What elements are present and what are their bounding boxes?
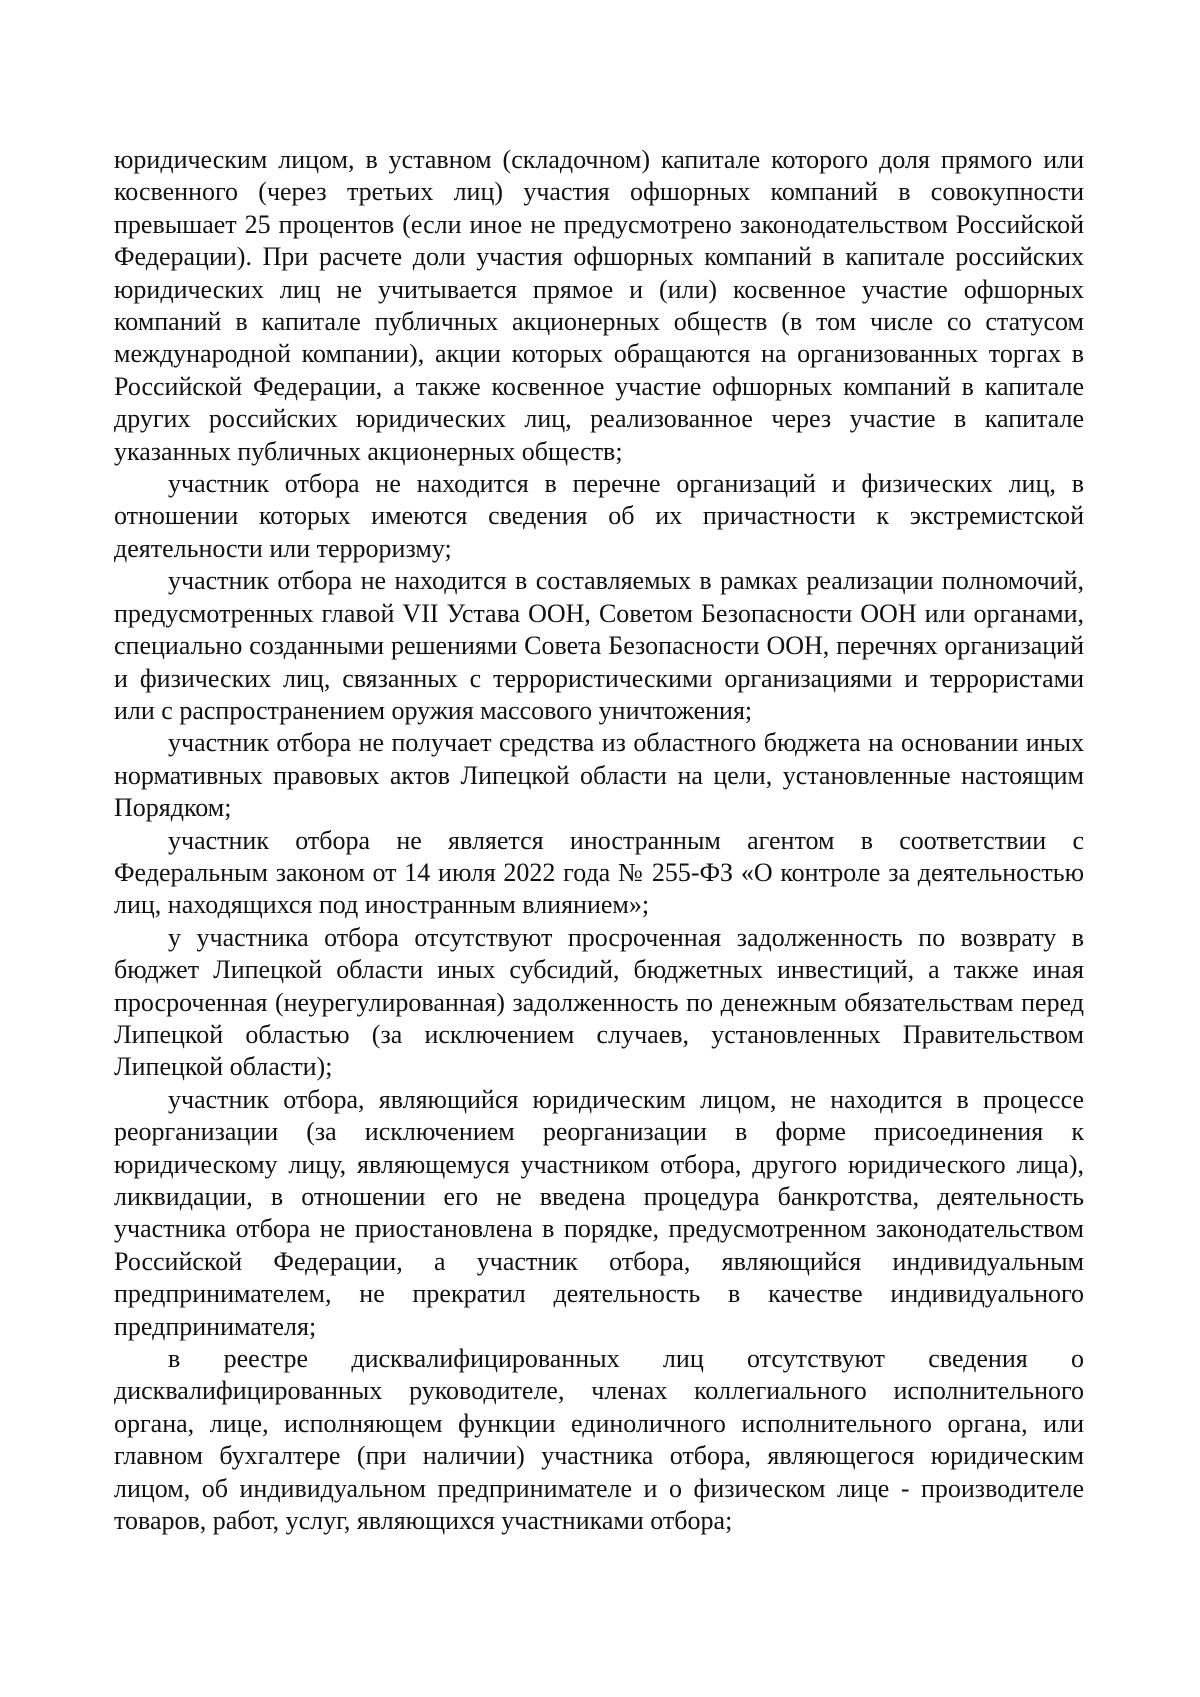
paragraph-no-reorganization: участник отбора, являющийся юридическим лицом, не находится в процессе реорганизации (за исключением реорганизации в форме присоединения к юридическому лицу, являющемуся участником отбора, другого юридического лица), ликвидации, в отношении его не введена процедура банкротства, деятельность участника отбора не приостановлена в порядке, предусмотренном законодательством Российской Федерации, а участник отбора, являющийся индивидуальным предпринимателем, не прекратил деятельность в качестве индивидуального предпринимателя;	[114, 1084, 1084, 1341]
paragraph-extremism-list: участник отбора не находится в перечне организаций и физических лиц, в отношении которых имеются сведения об их причастности к экстремистской деятельности или терроризму;	[114, 469, 1084, 563]
paragraph-no-other-budget-funds: участник отбора не получает средства из областного бюджета на основании иных нормативных правовых актов Липецкой области на цели, установленные настоящим Порядком;	[114, 728, 1084, 823]
paragraph-foreign-agent: участник отбора не является иностранным агентом в соответствии с Федеральным законом от 14 июля 2022 года № 255-ФЗ «О контроле за деятельностью лиц, находящихся под иностранным влиянием»;	[114, 825, 1084, 920]
paragraph-disqualified-registry: в реестре дисквалифицированных лиц отсутствуют сведения о дисквалифицированных руководителе, членах коллегиального исполнительного органа, лице, исполняющем функции единоличного исполнительного органа, или главном бухгалтере (при наличии) участника отбора, являющегося юридическим лицом, об индивидуальном предпринимателе и о физическом лице - производителе товаров, работ, услуг, являющихся участниками отбора;	[114, 1344, 1084, 1536]
document-page	[114, 144, 1084, 1537]
paragraph-un-sanctions-list: участник отбора не находится в составляемых в рамках реализации полномочий, предусмотренных главой VII Устава ООН, Советом Безопасности ООН или органами, специально созданными решениями Совета Безопасности ООН, перечнях организаций и физических лиц, связанных с террористическими организациями и террористами или с распространением оружия массового уничтожения;	[114, 566, 1084, 725]
paragraph-no-overdue-debt: у участника отбора отсутствуют просроченная задолженность по возврату в бюджет Липецкой области иных субсидий, бюджетных инвестиций, а также иная просроченная (неурегулированная) задолженность по денежным обязательствам перед Липецкой областью (за исключением случаев, установленных Правительством Липецкой области);	[114, 922, 1084, 1082]
paragraph-offshore-share: юридическим лицом, в уставном (складочном) капитале которого доля прямого или косвенного (через третьих лиц) участия офшорных компаний в совокупности превышает 25 процентов (если иное не предусмотрено законодательством Российской Федерации). При расчете доли участия офшорных компаний в капитале российских юридических лиц не учитывается прямое и (или) косвенное участие офшорных компаний в капитале публичных акционерных обществ (в том числе со статусом международной компании), акции которых обращаются на организованных торгах в Российской Федерации, а также косвенное участие офшорных компаний в капитале других российских юридических лиц, реализованное через участие в капитале указанных публичных акционерных обществ;	[114, 145, 1084, 466]
